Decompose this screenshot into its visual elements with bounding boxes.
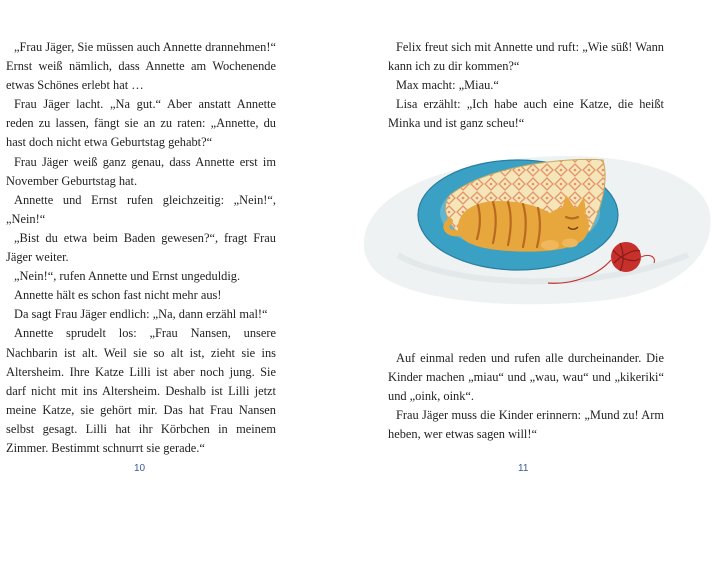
sleeping-cat-in-basket-illustration <box>358 135 717 310</box>
paragraph: Annette sprudelt los: „Frau Nansen, unsere Nachbarin ist alt. Weil sie so alt ist, zieht sie ins Altersheim. Ihre Katze Lilli ist aber noch jung. Sie darf nicht mit ins Altersheim. Deshalb ist Lilli jetzt meine Katze, sie gehört mir. Das hat Frau Nansen selbst gesagt. Lilli hat ihr Körbchen in meinem Zimmer. Bestimmt schnurrt sie gerade.“ <box>6 326 276 455</box>
right-page-text-bottom <box>388 349 664 444</box>
paragraph: Max macht: „Miau.“ <box>396 78 499 93</box>
left-page <box>0 0 358 573</box>
page-number-right: 11 <box>518 463 529 474</box>
right-page <box>358 0 717 573</box>
paragraph: Auf einmal reden und rufen alle durcheinander. Die Kinder machen „miau“ und „wau, wau“ und „kikeriki“ und „oink, oink“. <box>388 351 664 404</box>
right-page-text-top <box>388 38 664 133</box>
paragraph: Frau Jäger lacht. „Na gut.“ Aber anstatt Annette reden zu lassen, fängt sie an zu raten: „Annette, du hast doch nicht etwa Geburtstag gehabt?“ <box>6 97 276 150</box>
paragraph: Annette und Ernst rufen gleichzeitig: „Nein!“, „Nein!“ <box>6 192 276 226</box>
paragraph: Annette hält es schon fast nicht mehr aus! <box>14 288 222 303</box>
left-page-text <box>6 38 276 458</box>
paragraph: Felix freut sich mit Annette und ruft: „Wie süß! Wann kann ich zu dir kommen?“ <box>388 40 664 74</box>
paragraph: „Bist du etwa beim Baden gewesen?“, fragt Frau Jäger weiter. <box>6 230 276 265</box>
paragraph: Da sagt Frau Jäger endlich: „Na, dann erzähl mal!“ <box>14 307 268 322</box>
paragraph: Lisa erzählt: „Ich habe auch eine Katze, die heißt Minka und ist ganz scheu!“ <box>388 97 664 131</box>
paragraph: „Frau Jäger, Sie müssen auch Annette drannehmen!“ Ernst weiß nämlich, dass Annette am Wochenende etwas Schönes erlebt hat … <box>6 40 276 93</box>
paragraph: Frau Jäger muss die Kinder erinnern: „Mund zu! Arm heben, wer etwas sagen will!“ <box>388 408 664 442</box>
paragraph: „Nein!“, rufen Annette und Ernst ungeduldig. <box>14 269 241 284</box>
page-number-left: 10 <box>134 463 146 474</box>
paragraph: Frau Jäger weiß ganz genau, dass Annette erst im November Geburtstag hat. <box>6 154 276 188</box>
yarn-ball <box>611 242 641 272</box>
